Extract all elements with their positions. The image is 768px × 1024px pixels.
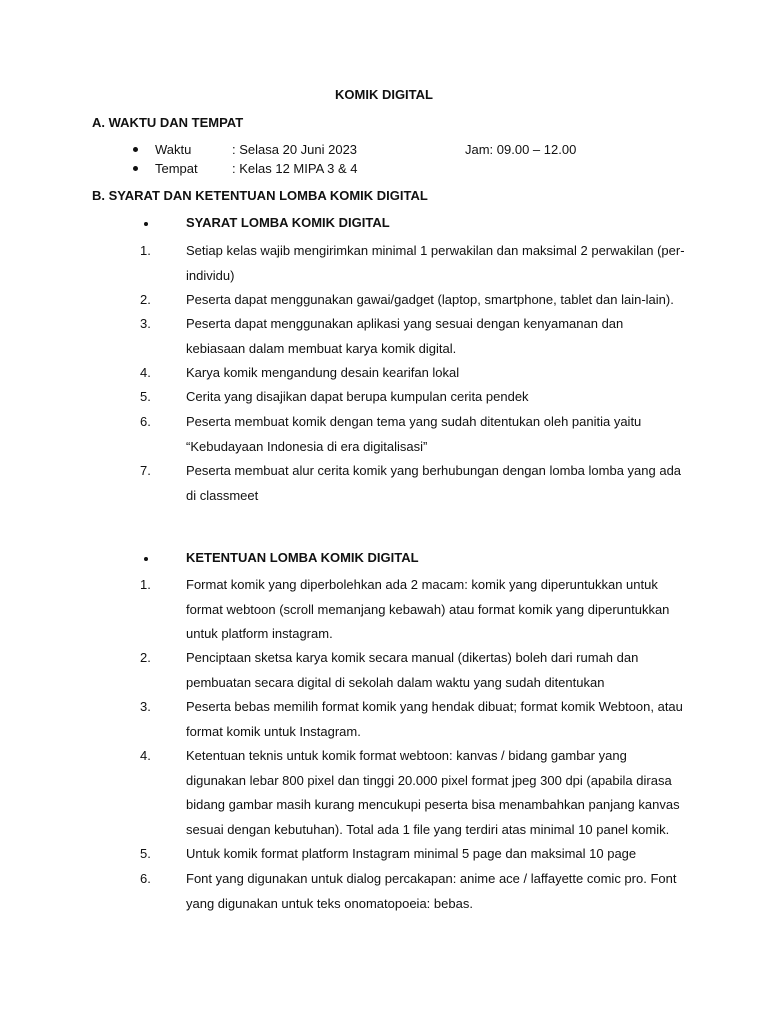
item-text: Peserta bebas memilih format komik yang hendak dibuat; format komik Webtoon, atau format komik untuk Instagram. — [186, 699, 683, 739]
item-number: 4. — [140, 365, 151, 380]
document-title: KOMIK DIGITAL — [335, 87, 433, 102]
item-number: 6. — [140, 871, 151, 886]
item-number: 5. — [140, 389, 151, 404]
info-label: Tempat — [155, 161, 198, 176]
info-value: : Selasa 20 Juni 2023 — [232, 142, 358, 157]
item-text: Cerita yang disajikan dapat berupa kumpulan cerita pendek — [186, 389, 529, 404]
item-text: Karya komik mengandung desain kearifan lokal — [186, 365, 460, 380]
item-text: Font yang digunakan untuk dialog percakapan: anime ace / laffayette comic pro. Font yang digunakan untuk teks onomatopoeia: bebas. — [186, 871, 677, 911]
ketentuan-heading: KETENTUAN LOMBA KOMIK DIGITAL — [186, 550, 419, 565]
item-number: 3. — [140, 316, 151, 331]
syarat-heading: SYARAT LOMBA KOMIK DIGITAL — [186, 215, 390, 230]
item-text: Peserta membuat alur cerita komik yang berhubungan dengan lomba lomba yang ada di classmeet — [186, 463, 682, 503]
info-label: Waktu — [155, 142, 192, 157]
item-number: 7. — [140, 463, 151, 478]
item-number: 1. — [140, 243, 151, 258]
item-number: 2. — [140, 650, 151, 665]
item-number: 3. — [140, 699, 151, 714]
item-text: Ketentuan teknis untuk komik format webtoon: kanvas / bidang gambar yang digunakan lebar 800 pixel dan tinggi 20.000 pixel format jpeg 300 dpi (apabila dirasa bidang gambar masih kurang mencukupi peserta bisa menambahkan panjang kanvas sesuai dengan kebutuhan). Total ada 1 file yang terdiri atas minimal 10 panel komik. — [186, 748, 680, 837]
item-number: 4. — [140, 748, 151, 763]
info-jam: Jam: 09.00 – 12.00 — [465, 142, 577, 157]
item-number: 2. — [140, 292, 151, 307]
bullet-icon — [144, 557, 148, 561]
item-number: 6. — [140, 414, 151, 429]
item-text: Untuk komik format platform Instagram minimal 5 page dan maksimal 10 page — [186, 846, 637, 861]
item-text: Penciptaan sketsa karya komik secara manual (dikertas) boleh dari rumah dan pembuatan secara digital di sekolah dalam waktu yang sudah ditentukan — [186, 650, 639, 690]
item-number: 5. — [140, 846, 151, 861]
item-number: 1. — [140, 577, 151, 592]
section-b-heading: B. SYARAT DAN KETENTUAN LOMBA KOMIK DIGITAL — [92, 188, 428, 203]
bullet-icon — [133, 166, 138, 171]
item-text: Peserta dapat menggunakan gawai/gadget (laptop, smartphone, tablet dan lain-lain). — [186, 292, 674, 307]
item-text: Setiap kelas wajib mengirimkan minimal 1 perwakilan dan maksimal 2 perwakilan (per-individu) — [186, 243, 685, 283]
info-value: : Kelas 12 MIPA 3 & 4 — [232, 161, 358, 176]
bullet-icon — [144, 222, 148, 226]
item-text: Peserta membuat komik dengan tema yang sudah ditentukan oleh panitia yaitu “Kebudayaan Indonesia di era digitalisasi” — [186, 414, 642, 454]
section-a-heading: A. WAKTU DAN TEMPAT — [92, 115, 244, 130]
item-text: Peserta dapat menggunakan aplikasi yang sesuai dengan kenyamanan dan kebiasaan dalam membuat karya komik digital. — [186, 316, 624, 356]
bullet-icon — [133, 147, 138, 152]
item-text: Format komik yang diperbolehkan ada 2 macam: komik yang diperuntukkan untuk format webtoon (scroll memanjang kebawah) atau format komik yang diperuntukkan untuk platform instagram. — [186, 577, 670, 641]
